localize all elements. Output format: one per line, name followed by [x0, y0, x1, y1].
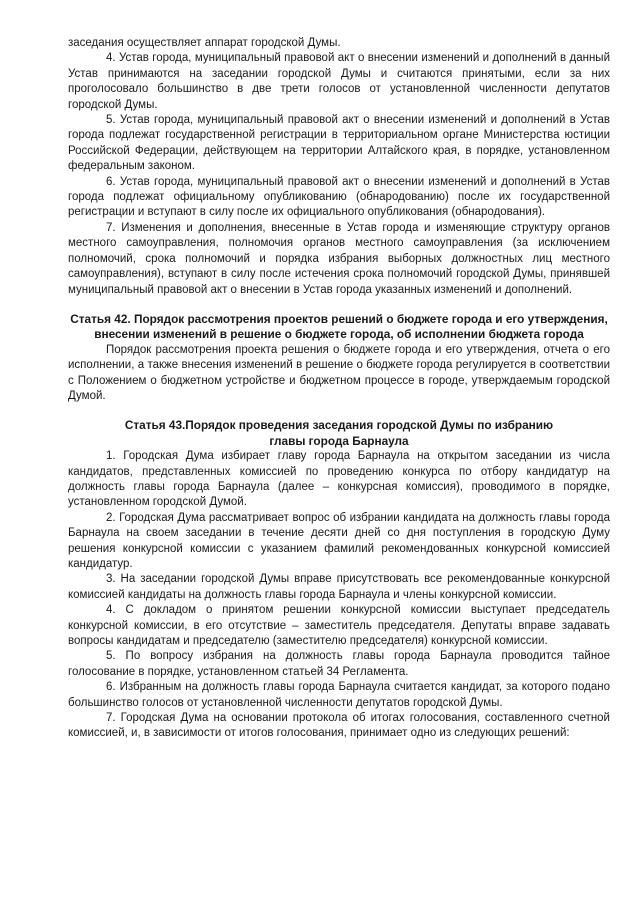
paragraph: 5. Устав города, муниципальный правовой акт о внесении изменений и дополнений в Устав города подлежат государственной регистрации в территориальном органе Министерства юстиции Российской Федерации, действующем на территории Алтайского края, в порядке, установленном федеральным законом. [68, 114, 610, 173]
paragraph: 4. С докладом о принятом решении конкурсной комиссии выступает председатель конкурсной комиссии, в его отсутствие – заместитель председателя. Депутаты вправе задавать вопросы кандидатам и председателю (заместителю председателя) конкурсной комиссии. [68, 604, 610, 648]
paragraph: 5. По вопросу избрания на должность главы города Барнаула проводится тайное голосование в порядке, установленном статьей 34 Регламента. [68, 650, 610, 678]
paragraph: 3. На заседании городской Думы вправе присутствовать все рекомендованные конкурсной комиссией кандидаты на должность главы города Барнаула и члены конкурсной комиссии. [68, 573, 610, 601]
section-gap [68, 298, 610, 312]
paragraph: 6. Устав города, муниципальный правовой акт о внесении изменений и дополнений в Устав города подлежат официальному опубликованию (обнародованию) после их государственной регистрации и вступают в силу после их официального опубликования (обнародования). [68, 175, 610, 219]
article-42-heading: Статья 42. Порядок рассмотрения проектов решений о бюджете города и его утверждения, внесении изменений в решение о бюджете города, об исполнении бюджета города [70, 311, 608, 342]
article-43-heading: Статья 43.Порядок проведения заседания городской Думы по избранию главы города Барнаула [124, 418, 554, 448]
article-42-text: Порядок рассмотрения проекта решения о бюджете города и его утверждения, отчета о его исполнении, а также внесения изменений в решение о бюджете города регулируется в соответствии с Положением о бюджетном устройстве и бюджетном процессе в городе, утверждаемым городской Думой. [68, 343, 610, 402]
document-page [68, 36, 610, 742]
paragraph: 2. Городская Дума рассматривает вопрос об избрании кандидата на должность главы города Барнаула на своем заседании в течение десяти дней со дня поступления в городскую Думу решения конкурсной комиссии с указанием фамилий рекомендованных конкурсной комиссией кандидатур. [68, 511, 610, 570]
paragraph: 1. Городская Дума избирает главу города Барнаула на открытом заседании из числа кандидатов, представленных комиссией по проведению конкурса по отбору кандидатур на должность главы города Барнаула (далее – конкурсная комиссия), проводимого в порядке, установленном городской Думой. [68, 450, 610, 509]
paragraph: 7. Изменения и дополнения, внесенные в Устав города и изменяющие структуру органов местного самоуправления, полномочия органов местного самоуправления (за исключением полномочий, срока полномочий и порядка избрания выборных должностных лиц местного самоуправления), вступают в силу после истечения срока полномочий городской Думы, принявшей муниципальный правовой акт о внесении в Устав города указанных изменений и дополнений. [68, 221, 610, 296]
paragraph: заседания осуществляет аппарат городской Думы. [68, 37, 341, 49]
section-gap [68, 404, 610, 418]
paragraph: 7. Городская Дума на основании протокола об итогах голосования, составленного счетной комиссией, и, в зависимости от итогов голосования, принимает одно из следующих решений: [68, 712, 610, 740]
paragraph: 4. Устав города, муниципальный правовой акт о внесении изменений и дополнений в данный Устав принимаются на заседании городской Думы и считаются принятыми, если за них проголосовало большинство в две трети голосов от установленной численности депутатов городской Думы. [68, 52, 610, 111]
paragraph: 6. Избранным на должность главы города Барнаула считается кандидат, за которого подано большинство голосов от установленной численности депутатов городской Думы. [68, 681, 610, 709]
